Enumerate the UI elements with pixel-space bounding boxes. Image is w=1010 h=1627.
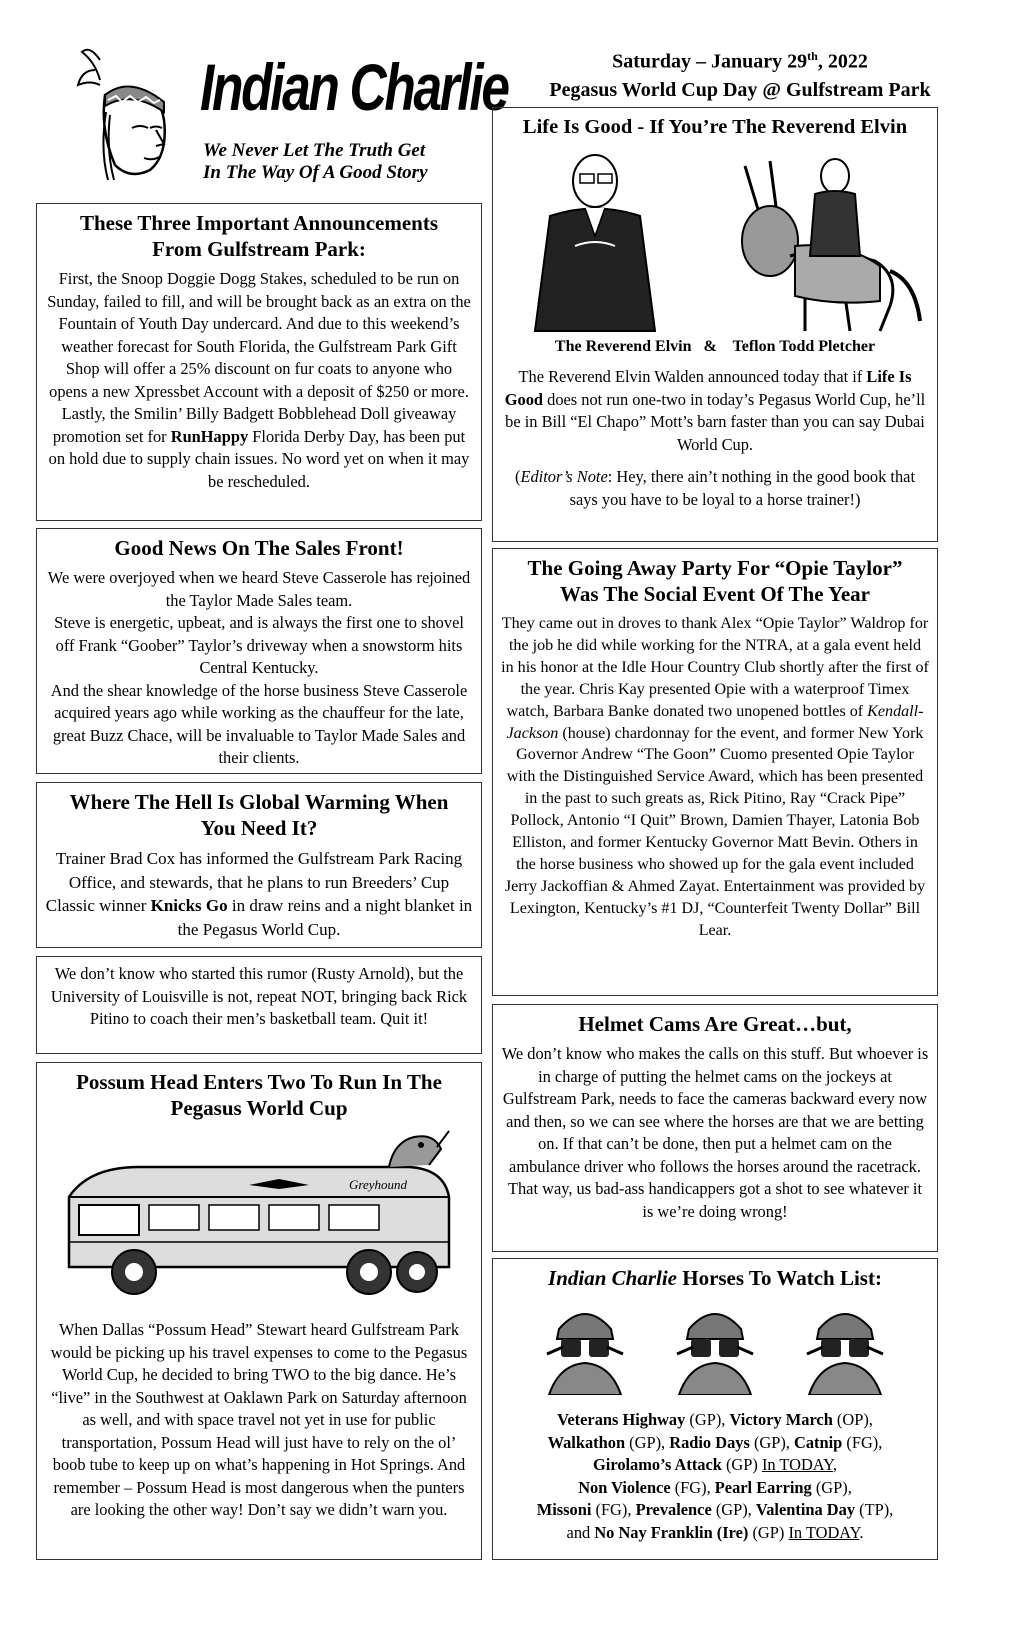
sales-paragraph-1: We were overjoyed when we heard Steve Casserole has rejoined the Taylor Made Sales team. — [47, 568, 471, 610]
slogan-line-2: In The Way Of A Good Story — [203, 162, 428, 183]
opie-heading — [501, 555, 929, 607]
knicks-go-text: Knicks Go — [150, 896, 228, 915]
body-text: They came out in droves to thank Alex “Opie Taylor” Waldrop for the job he did while working for the NTRA, at a gala event held in his honor at the Idle Hour Country Club shortly after the first of the year. Chris Kay presented Opie with a waterproof Timex watch, Barbara Banke donated two unopened bottles of — [501, 615, 929, 720]
heading-line-1: These Three Important Announcements — [80, 211, 438, 235]
horse-track: (GP), — [811, 1477, 852, 1497]
body-text: does not run one-two in today’s Pegasus World Cup, he’ll be in Bill “El Chapo” Mott’s barn faster than you can say Dubai World Cup. — [505, 389, 926, 454]
runhappy-text: RunHappy — [170, 426, 249, 446]
horse-list — [501, 1409, 929, 1544]
in-today-note: In TODAY — [788, 1522, 860, 1542]
note-paren: ( — [514, 467, 521, 486]
heading-line-2: You Need It? — [200, 816, 318, 840]
horse-track: (FG), — [591, 1500, 636, 1519]
horse-track: (GP), — [685, 1410, 730, 1429]
heading-line-1: Where The Hell Is Global Warming When — [69, 790, 449, 814]
elvin-body — [501, 366, 929, 456]
caption-pletcher: Teflon Todd Pletcher — [732, 338, 876, 355]
elvin-heading: Life Is Good - If You’re The Reverend Elvin — [522, 116, 908, 138]
helmet-article — [492, 1004, 938, 1252]
in-today-note: In TODAY — [761, 1455, 833, 1474]
elvin-article — [492, 107, 938, 542]
body-text: Trainer Brad Cox has informed the Gulfstream Park Racing Office, and stewards, that he plans to run Breeders’ Cup Classic winner — [45, 849, 463, 915]
watchlist-heading — [501, 1265, 929, 1291]
horse-name: Non Violence — [578, 1477, 671, 1497]
horse-track: (GP), — [625, 1432, 670, 1452]
masthead-title: Indian Charlie — [200, 50, 508, 124]
bus-illustration — [49, 1127, 469, 1307]
horse-entry — [794, 1433, 882, 1452]
horse-name: Valentina Day — [755, 1500, 856, 1519]
horse-entry — [715, 1478, 852, 1497]
warming-body — [45, 847, 473, 941]
rumor-body: We don’t know who started this rumor (Rusty Arnold), but the University of Louisville is not, repeat NOT, bringing back Rick Pitino to coach their men’s basketball team. Quit it! — [50, 964, 468, 1028]
helmet-body: We don’t know who makes the calls on this stuff. But whoever is in charge of putting the helmet cams on the jockeys at Gulfstream Park, needs to face the cameras backward every now and then, so we can see where the horses are that we are betting on. If that can’t be done, then put a helmet cam on the ambulance driver who follows the horses around the racetrack. That way, us bad-ass handicappers got a shot to see whatever it is we’re doing wrong! — [501, 1044, 929, 1221]
possum-heading — [45, 1069, 473, 1121]
elvin-caption — [501, 338, 929, 356]
horse-entry: and No Nay Franklin (Ire) (GP) In TODAY. — [566, 1522, 864, 1542]
sales-heading: Good News On The Sales Front! — [114, 536, 404, 560]
announcements-heading — [45, 210, 473, 262]
binoculars-man-icon — [659, 1299, 771, 1395]
rumor-article — [36, 956, 482, 1054]
horse-name: Girolamo’s Attack — [593, 1455, 722, 1474]
event-line: Pegasus World Cup Day @ Gulfstream Park — [549, 78, 931, 101]
binoculars-man-icon — [789, 1299, 901, 1395]
warming-article — [36, 782, 482, 948]
opie-article — [492, 548, 938, 996]
bus-sign-text: Greyhound — [349, 1177, 408, 1192]
greyhound-bus-icon — [49, 1127, 469, 1307]
horse-entry — [730, 1410, 873, 1429]
horse-track: (OP), — [832, 1410, 873, 1429]
masthead-logo — [60, 40, 180, 190]
horse-entry — [756, 1500, 893, 1519]
caption-reverend: The Reverend Elvin — [554, 338, 692, 355]
horse-track: (FG), — [842, 1432, 883, 1452]
kendall-jackson-text: Kendall-Jackson — [506, 702, 924, 742]
elvin-illustration — [505, 146, 925, 336]
heading-rest: Horses To Watch List: — [676, 1266, 882, 1290]
binocular-men-illustration — [501, 1299, 929, 1395]
body-text: in draw reins and a night blanket in the Pegasus World Cup. — [177, 896, 473, 939]
horse-name: Victory March — [729, 1410, 833, 1429]
date-ordinal: th — [807, 49, 818, 63]
caption-ampersand: & — [703, 338, 717, 355]
possum-body: When Dallas “Possum Head” Stewart heard Gulfstream Park would be picking up his travel expenses to come to the Pegasus World Cup, he decided to bring TWO to the big dance. He’s “live” in the Southwest at Oaklawn Park on Saturday afternoon as well, and with space travel not yet in use for public transportation, Possum Head will just have to rely on the ol’ boob tube to keep up on what’s happening in Hot Springs. And remember – Possum Head is most dangerous when the punters are looking the other way! Don’t say we didn’t warn you. — [50, 1320, 468, 1519]
possum-article — [36, 1062, 482, 1560]
reverend-and-donkey-icon — [505, 146, 925, 336]
horse-track: (GP), — [749, 1432, 795, 1452]
body-text: The Reverend Elvin Walden announced today that if — [518, 367, 867, 386]
horse-entry — [669, 1433, 794, 1452]
sales-paragraph-3: And the shear knowledge of the horse business Steve Casserole acquired years ago while working as the chauffeur for the late, great Buzz Chace, will be invaluable to Taylor Made Sales and their clients. — [50, 680, 468, 767]
horse-name: Radio Days — [669, 1432, 750, 1452]
horse-entry — [557, 1410, 729, 1429]
date-year: , 2022 — [817, 50, 868, 73]
helmet-heading: Helmet Cams Are Great…but, — [578, 1012, 852, 1036]
horse-track: (TP), — [855, 1500, 894, 1519]
horse-name: Veterans Highway — [557, 1410, 686, 1429]
horse-name: Walkathon — [547, 1432, 626, 1452]
watchlist-article — [492, 1258, 938, 1560]
horse-entry — [537, 1500, 636, 1519]
indian-charlie-logo-icon — [60, 40, 180, 190]
body-text: Florida Derby Day, has been put on hold due to supply chain issues. No word yet on when it may be rescheduled. — [48, 426, 470, 491]
horse-track: (GP), — [711, 1500, 756, 1519]
sales-article — [36, 528, 482, 774]
horse-name: Catnip — [794, 1432, 843, 1452]
horse-entry: Girolamo’s Attack (GP) In TODAY, — [593, 1455, 837, 1474]
horse-entry — [578, 1478, 715, 1497]
heading-italic: Indian Charlie — [548, 1266, 677, 1290]
masthead-slogan — [203, 140, 428, 184]
heading-line-2: From Gulfstream Park: — [152, 237, 366, 261]
editors-note-label: Editor’s Note — [520, 467, 608, 486]
life-is-good-text: Life Is Good — [504, 367, 912, 409]
binoculars-man-icon — [529, 1299, 641, 1395]
horse-track: (GP) — [721, 1455, 762, 1474]
horse-name: No Nay Franklin (Ire) — [594, 1522, 749, 1542]
heading-line-2: Was The Social Event Of The Year — [560, 582, 870, 606]
horse-entry — [636, 1500, 756, 1519]
sales-paragraph-2: Steve is energetic, upbeat, and is always the first one to shovel off Frank “Goober” Taylor’s driveway when a snowstorm hits Central Kentucky. — [54, 613, 464, 677]
announcements-article — [36, 203, 482, 521]
horse-track: (FG), — [670, 1477, 715, 1497]
horse-entry — [548, 1433, 670, 1452]
body-text: (house) chardonnay for the event, and former New York Governor Andrew “The Goon” Cuomo presented Opie Taylor with the Distinguished Service Award, which has been presented in the past to such greats as, Rick Pitino, Ray “Crack Pipe” Pollock, Antonio “I Quit” Brown, Damien Thayer, Latonia Bob Elliston, and former Kentucky Governor Matt Bevin. Others in the horse business who showed up for the gala event included Jerry Jackoffian & Ahmed Zayat. Entertainment was provided by Lexington, Kentucky’s #1 DJ, “Counterfeit Twenty Dollar” Bill Lear. — [504, 724, 926, 939]
warming-heading — [45, 789, 473, 841]
opie-body — [501, 613, 929, 942]
elvin-note — [501, 466, 929, 511]
dateline — [505, 42, 975, 104]
date-text: Saturday – January 29 — [612, 50, 808, 73]
heading-line-1: The Going Away Party For “Opie Taylor” — [527, 556, 903, 580]
slogan-line-1: We Never Let The Truth Get — [203, 140, 426, 161]
horse-track: (GP) — [748, 1522, 789, 1542]
body-text: First, the Snoop Doggie Dogg Stakes, scheduled to be run on Sunday, failed to fill, and will be brought back as an extra on the Fountain of Youth Day undercard. And due to this weekend’s weather forecast for South Florida, the Gulfstream Park Gift Shop will offer a 25% discount on fur coats to anyone who opens a new Xpressbet Account with a deposit of $250 or more. Lastly, the Smilin’ Billy Badgett Bobblehead Doll giveaway promotion set for — [47, 269, 471, 446]
heading-line-2: Pegasus World Cup — [170, 1096, 348, 1120]
date-line — [505, 42, 975, 76]
horse-name: Prevalence — [635, 1500, 712, 1519]
heading-line-1: Possum Head Enters Two To Run In The — [76, 1070, 442, 1094]
note-text: : Hey, there ain’t nothing in the good book that says you have to be loyal to a horse trainer!) — [569, 467, 916, 509]
horse-name: Pearl Earring — [714, 1477, 812, 1497]
announcements-body — [45, 268, 473, 493]
horse-name: Missoni — [536, 1500, 592, 1519]
